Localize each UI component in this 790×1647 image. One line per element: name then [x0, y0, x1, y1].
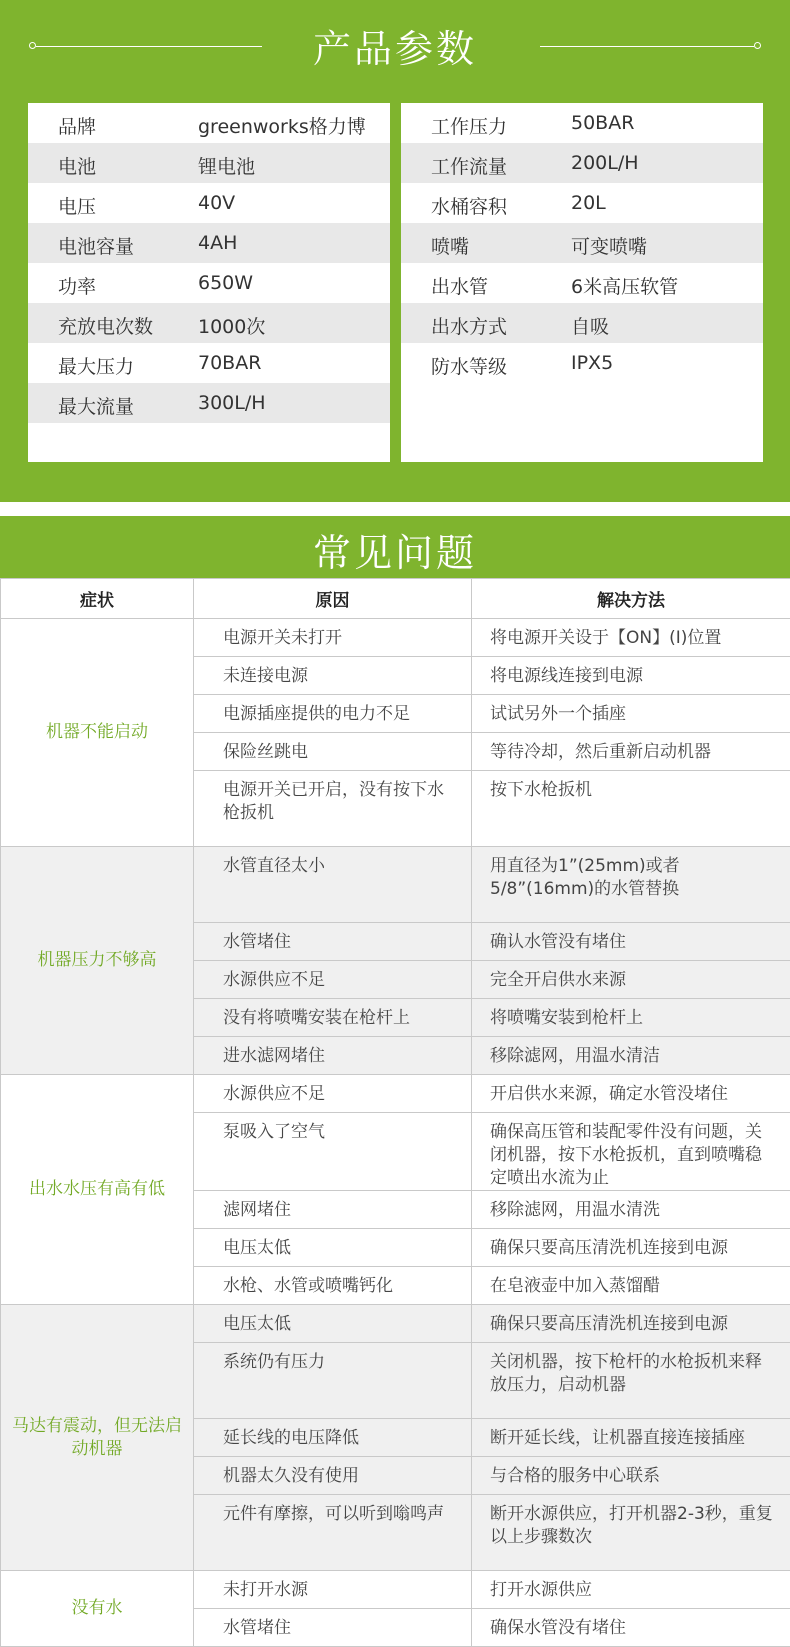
faq-group [1, 619, 790, 847]
param-row [28, 383, 390, 423]
param-value: 1000次 [198, 312, 265, 339]
param-value: 4AH [198, 232, 237, 254]
param-row [401, 263, 763, 303]
param-row [401, 343, 763, 383]
param-row [28, 263, 390, 303]
param-key: 电池容量 [58, 232, 134, 259]
faq-header-row [1, 579, 790, 619]
faq-solution: 开启供水来源，确定水管没堵住 [472, 1075, 790, 1113]
faq-solution: 等待冷却，然后重新启动机器 [472, 733, 790, 771]
faq-cause: 泵吸入了空气 [194, 1113, 472, 1191]
faq-cause: 电源开关已开启，没有按下水枪扳机 [194, 771, 472, 847]
faq-cause: 水管直径太小 [194, 847, 472, 923]
param-value: 20L [571, 192, 606, 214]
faq-cause: 滤网堵住 [194, 1191, 472, 1229]
param-value: 300L/H [198, 392, 266, 414]
faq-title: 常见问题 [0, 522, 790, 577]
param-value: 可变喷嘴 [571, 232, 647, 259]
param-key: 工作压力 [431, 112, 507, 139]
faq-group [1, 1305, 790, 1571]
faq-symptom: 没有水 [1, 1571, 194, 1647]
table-row [1, 1305, 790, 1343]
param-row [28, 103, 390, 143]
faq-solution: 试试另外一个插座 [472, 695, 790, 733]
faq-symptom: 机器不能启动 [1, 619, 194, 847]
faq-cause: 保险丝跳电 [194, 733, 472, 771]
param-key: 充放电次数 [58, 312, 153, 339]
table-row [1, 1571, 790, 1609]
param-key: 防水等级 [431, 352, 507, 379]
faq-solution: 移除滤网，用温水清洁 [472, 1037, 790, 1075]
faq-cause: 未打开水源 [194, 1571, 472, 1609]
param-value: 6米高压软管 [571, 272, 678, 299]
product-params-title: 产品参数 [0, 18, 790, 73]
section-gap [0, 502, 790, 516]
faq-solution: 将喷嘴安装到枪杆上 [472, 999, 790, 1037]
faq-solution: 确认水管没有堵住 [472, 923, 790, 961]
param-value: 50BAR [571, 112, 634, 134]
faq-col-solution: 解决方法 [472, 579, 790, 619]
table-row [1, 619, 790, 657]
param-row [28, 343, 390, 383]
param-key: 电压 [58, 192, 96, 219]
faq-col-symptom: 症状 [1, 579, 194, 619]
param-row [401, 143, 763, 183]
faq-cause: 机器太久没有使用 [194, 1457, 472, 1495]
faq-symptom: 出水水压有高有低 [1, 1075, 194, 1305]
faq-group [1, 1571, 790, 1647]
faq-cause: 水源供应不足 [194, 1075, 472, 1113]
param-value: IPX5 [571, 352, 613, 374]
faq-symptom: 马达有震动，但无法启动机器 [1, 1305, 194, 1571]
param-row [401, 183, 763, 223]
param-value: 40V [198, 192, 235, 214]
faq-solution: 关闭机器，按下枪杆的水枪扳机来释放压力，启动机器 [472, 1343, 790, 1419]
faq-solution: 将电源线连接到电源 [472, 657, 790, 695]
faq-col-cause: 原因 [194, 579, 472, 619]
title-decoration-line-right [540, 46, 754, 47]
faq-cause: 延长线的电压降低 [194, 1419, 472, 1457]
faq-solution: 用直径为1”(25mm)或者5/8”(16mm)的水管替换 [472, 847, 790, 923]
faq-symptom: 机器压力不够高 [1, 847, 194, 1075]
param-value: 200L/H [571, 152, 639, 174]
param-key: 喷嘴 [431, 232, 469, 259]
params-table-right [401, 103, 763, 462]
param-key: 功率 [58, 272, 96, 299]
table-row [1, 1075, 790, 1113]
param-key: 出水管 [431, 272, 488, 299]
faq-solution: 确保高压管和装配零件没有问题，关闭机器，按下水枪扳机，直到喷嘴稳定喷出水流为止 [472, 1113, 790, 1191]
product-params-section [0, 0, 790, 502]
faq-solution: 完全开启供水来源 [472, 961, 790, 999]
faq-cause: 系统仍有压力 [194, 1343, 472, 1419]
table-row [1, 847, 790, 923]
param-key: 最大压力 [58, 352, 134, 379]
param-key: 水桶容积 [431, 192, 507, 219]
faq-solution: 断开延长线，让机器直接连接插座 [472, 1419, 790, 1457]
param-row [28, 303, 390, 343]
faq-solution: 与合格的服务中心联系 [472, 1457, 790, 1495]
faq-solution: 将电源开关设于【ON】(I)位置 [472, 619, 790, 657]
faq-cause: 电压太低 [194, 1305, 472, 1343]
faq-solution: 打开水源供应 [472, 1571, 790, 1609]
faq-solution: 确保只要高压清洗机连接到电源 [472, 1229, 790, 1267]
params-table-left [28, 103, 390, 462]
faq-group [1, 847, 790, 1075]
param-row [401, 303, 763, 343]
faq-solution: 断开水源供应，打开机器2-3秒，重复以上步骤数次 [472, 1495, 790, 1571]
faq-solution: 确保只要高压清洗机连接到电源 [472, 1305, 790, 1343]
param-key: 出水方式 [431, 312, 507, 339]
param-row [28, 143, 390, 183]
faq-header [0, 516, 790, 578]
param-value: greenworks格力博 [198, 112, 366, 139]
faq-cause: 电压太低 [194, 1229, 472, 1267]
faq-solution: 按下水枪扳机 [472, 771, 790, 847]
param-value: 自吸 [571, 312, 609, 339]
faq-solution: 确保水管没有堵住 [472, 1609, 790, 1647]
param-row [28, 183, 390, 223]
param-key: 品牌 [58, 112, 96, 139]
faq-cause: 水管堵住 [194, 923, 472, 961]
faq-cause: 电源开关未打开 [194, 619, 472, 657]
faq-cause: 未连接电源 [194, 657, 472, 695]
faq-cause: 元件有摩擦，可以听到嗡鸣声 [194, 1495, 472, 1571]
faq-solution: 移除滤网，用温水清洗 [472, 1191, 790, 1229]
param-value: 70BAR [198, 352, 261, 374]
faq-table [0, 578, 790, 1647]
faq-cause: 水枪、水管或喷嘴钙化 [194, 1267, 472, 1305]
faq-cause: 进水滤网堵住 [194, 1037, 472, 1075]
faq-cause: 电源插座提供的电力不足 [194, 695, 472, 733]
param-key: 工作流量 [431, 152, 507, 179]
param-value: 锂电池 [198, 152, 255, 179]
title-decoration-dot-right [754, 42, 761, 49]
faq-cause: 水源供应不足 [194, 961, 472, 999]
faq-group [1, 1075, 790, 1305]
param-key: 电池 [58, 152, 96, 179]
param-row [28, 223, 390, 263]
param-row [401, 223, 763, 263]
faq-solution: 在皂液壶中加入蒸馏醋 [472, 1267, 790, 1305]
param-value: 650W [198, 272, 253, 294]
faq-cause: 没有将喷嘴安装在枪杆上 [194, 999, 472, 1037]
param-key: 最大流量 [58, 392, 134, 419]
faq-cause: 水管堵住 [194, 1609, 472, 1647]
param-row [401, 103, 763, 143]
